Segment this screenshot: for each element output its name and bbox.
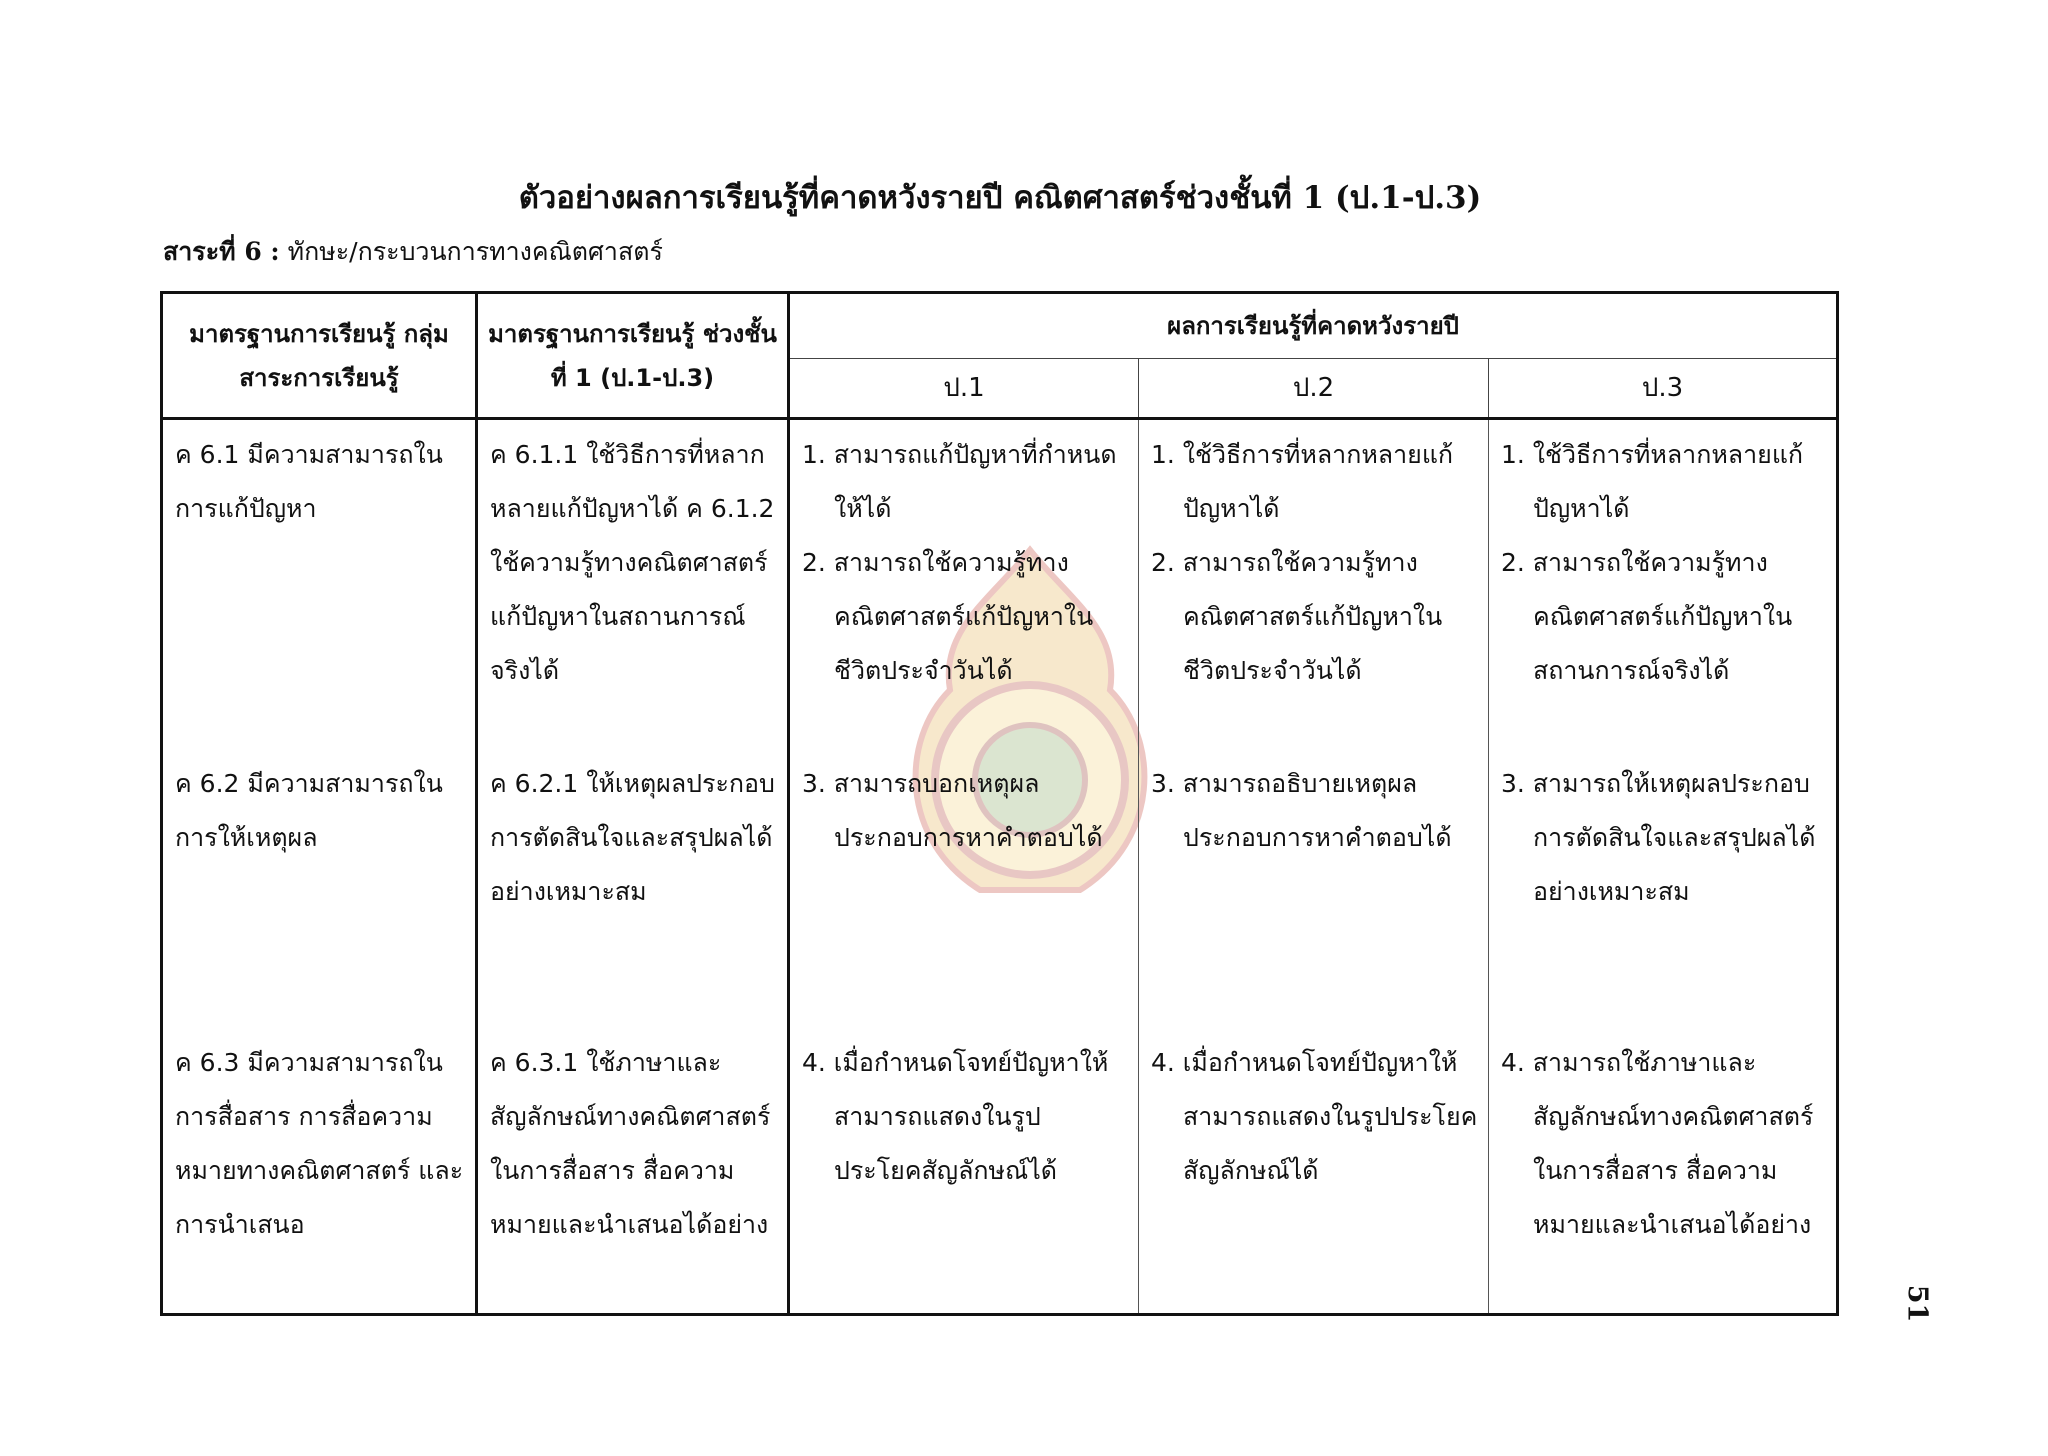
group-standard-cell: ค 6.3 มีความสามารถในการสื่อสาร การสื่อความหมายทางคณิตศาสตร์ และการนำเสนอ — [162, 1028, 477, 1315]
outcome-cell-p1 — [789, 1028, 1139, 1315]
outcome-item: 2. สามารถใช้ความรู้ทางคณิตศาสตร์แก้ปัญหาในชีวิตประจำวันได้ — [1151, 548, 1443, 685]
outcome-item: 4. เมื่อกำหนดโจทย์ปัญหาให้ สามารถแสดงในรูปประโยคสัญลักษณ์ได้ — [1151, 1047, 1478, 1185]
outcome-item: 2. สามารถใช้ความรู้ทางคณิตศาสตร์แก้ปัญหาในสถานการณ์จริงได้ — [1501, 548, 1793, 685]
outcome-cell-p2 — [1139, 419, 1489, 749]
group-standard-cell: ค 6.2 มีความสามารถในการให้เหตุผล — [162, 749, 477, 1028]
outcome-item: 4. เมื่อกำหนดโจทย์ปัญหาให้สามารถแสดงในรูปประโยคสัญลักษณ์ได้ — [802, 1047, 1109, 1185]
header-level-standard: มาตรฐานการเรียนรู้ ช่วงชั้นที่ 1 (ป.1-ป.3) — [477, 293, 789, 419]
group-standard-cell: ค 6.1 มีความสามารถในการแก้ปัญหา — [162, 419, 477, 749]
table-row — [162, 1028, 1838, 1315]
header-grade-p2: ป.2 — [1139, 359, 1489, 419]
table-row — [162, 419, 1838, 749]
header-annual-outcomes: ผลการเรียนรู้ที่คาดหวังรายปี — [789, 293, 1838, 359]
outcome-item: 3. สามารถอธิบายเหตุผลประกอบการหาคำตอบได้ — [1151, 768, 1452, 852]
subject-line — [163, 232, 663, 272]
outcome-cell-p1 — [789, 749, 1139, 1028]
subject-label: สาระที่ 6 : — [163, 237, 280, 266]
level-standard-cell: ค 6.2.1 ให้เหตุผลประกอบการตัดสินใจและสรุปผลได้อย่างเหมาะสม — [477, 749, 789, 1028]
subject-text: ทักษะ/กระบวนการทางคณิตศาสตร์ — [287, 237, 663, 266]
level-standard-cell: ค 6.1.1 ใช้วิธีการที่หลากหลายแก้ปัญหาได้ ค 6.1.2 ใช้ความรู้ทางคณิตศาสตร์แก้ปัญหาในสถานการณ์จริงได้ — [477, 419, 789, 749]
document-title: ตัวอย่างผลการเรียนรู้ที่คาดหวังรายปี คณิตศาสตร์ช่วงชั้นที่ 1 (ป.1-ป.3) — [518, 180, 1482, 216]
outcome-item: 3. สามารถบอกเหตุผลประกอบการหาคำตอบได้ — [802, 768, 1103, 852]
table-row — [162, 749, 1838, 1028]
level-standard-cell: ค 6.3.1 ใช้ภาษาและสัญลักษณ์ทางคณิตศาสตร์ในการสื่อสาร สื่อความหมายและนำเสนอได้อย่าง — [477, 1028, 789, 1315]
outcome-cell-p3 — [1489, 749, 1838, 1028]
outcome-item: 1. ใช้วิธีการที่หลากหลายแก้ปัญหาได้ — [1501, 440, 1804, 523]
outcome-cell-p3 — [1489, 1028, 1838, 1315]
learning-outcomes-table — [160, 291, 1839, 1316]
header-grade-p3: ป.3 — [1489, 359, 1838, 419]
outcome-cell-p1 — [789, 419, 1139, 749]
outcome-item: 3. สามารถให้เหตุผลประกอบการตัดสินใจและสรุปผลได้อย่างเหมาะสม — [1501, 768, 1816, 906]
page-number: 51 — [1901, 1284, 1933, 1323]
header-group-standard: มาตรฐานการเรียนรู้ กลุ่มสาระการเรียนรู้ — [162, 293, 477, 419]
outcome-item: 4. สามารถใช้ภาษาและสัญลักษณ์ทางคณิตศาสตร์ในการสื่อสาร สื่อความหมายและนำเสนอได้อย่าง — [1501, 1047, 1814, 1239]
header-grade-p1: ป.1 — [789, 359, 1139, 419]
outcome-cell-p2 — [1139, 1028, 1489, 1315]
outcome-item: 2. สามารถใช้ความรู้ทางคณิตศาสตร์แก้ปัญหาในชีวิตประจำวันได้ — [802, 548, 1094, 685]
outcome-cell-p2 — [1139, 749, 1489, 1028]
outcome-item: 1. ใช้วิธีการที่หลากหลายแก้ปัญหาได้ — [1151, 440, 1454, 523]
outcome-cell-p3 — [1489, 419, 1838, 749]
outcome-item: 1. สามารถแก้ปัญหาที่กำหนดให้ได้ — [802, 440, 1117, 523]
